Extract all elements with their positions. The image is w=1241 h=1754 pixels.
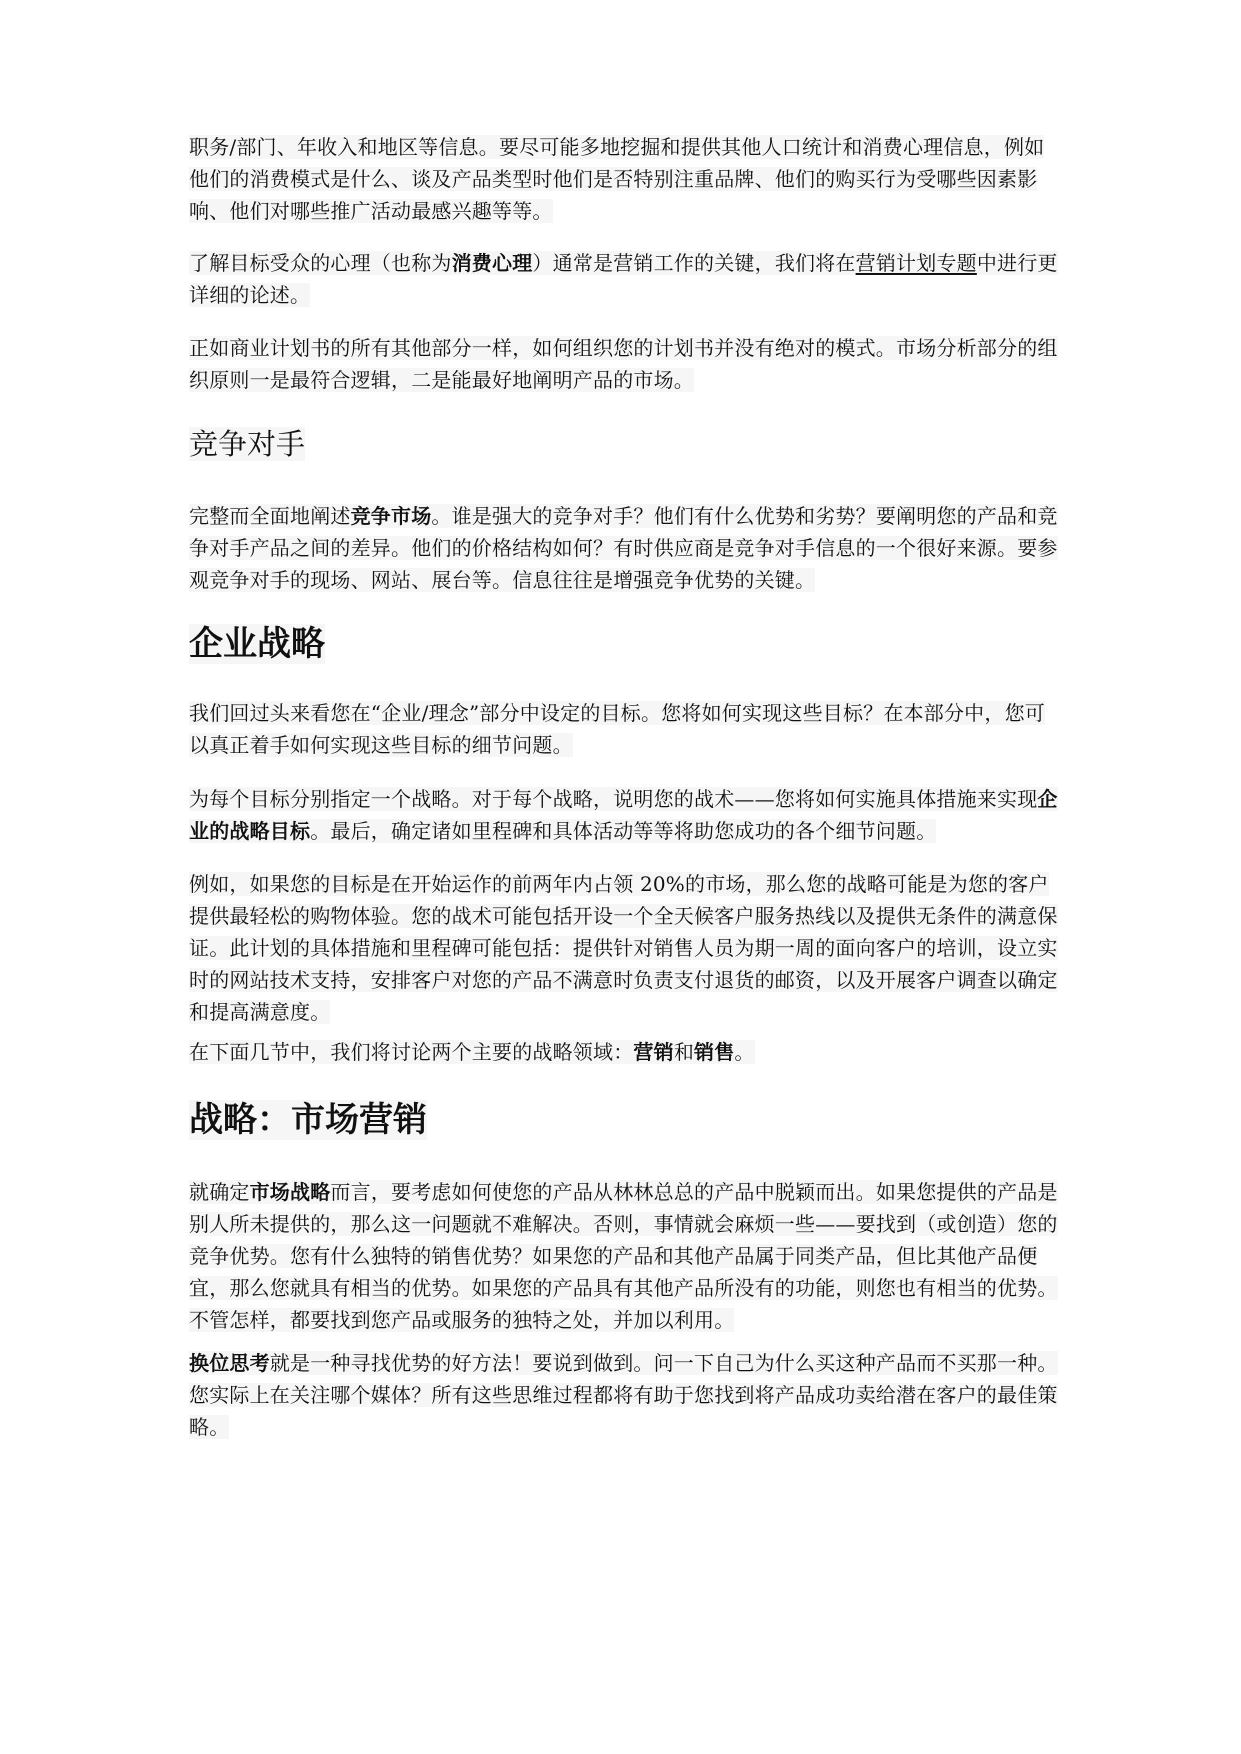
paragraph-psychographics bbox=[189, 247, 1059, 311]
bold-term: 营销 bbox=[633, 1040, 674, 1064]
bold-term: 市场战略 bbox=[249, 1180, 331, 1204]
paragraph-goals-review bbox=[189, 697, 1059, 761]
paragraph-example bbox=[189, 868, 1059, 1028]
paragraph-next-sections bbox=[189, 1036, 1059, 1068]
paragraph-text: 而言，要考虑如何使您的产品从林林总总的产品中脱颖而出。如果您提供的产品是别人所未提供的，那么这一问题就不难解决。否则，事情就会麻烦一些——要找到（或创造）您的竞争优势。您有什么独特的销售优势？如果您的产品和其他产品属于同类产品，但比其他产品便宜，那么您就具有相当的优势。如果您的产品具有其他产品所没有的功能，则您也有相当的优势。不管怎样，都要找到您产品或服务的独特之处，并加以利用。 bbox=[189, 1180, 1058, 1332]
paragraph-text: 在下面几节中，我们将讨论两个主要的战略领域： bbox=[189, 1040, 634, 1064]
paragraph-text: 。 bbox=[734, 1040, 755, 1064]
bold-term: 消费心理 bbox=[451, 251, 533, 275]
paragraph-text: ）通常是营销工作的关键，我们将在 bbox=[532, 251, 856, 275]
paragraph-market-strategy bbox=[189, 1176, 1059, 1336]
paragraph-perspective bbox=[189, 1347, 1059, 1443]
heading-marketing-strategy: 战略：市场营销 bbox=[189, 1100, 427, 1140]
paragraph-text: 中进行更详细的论述。 bbox=[189, 251, 1058, 307]
paragraph-text: 和 bbox=[673, 1040, 695, 1064]
paragraph-demographics bbox=[189, 131, 1059, 227]
bold-term: 竞争市场 bbox=[350, 504, 432, 528]
paragraph-competitors bbox=[189, 500, 1059, 596]
paragraph-text: 。最后，确定诸如里程碑和具体活动等等将助您成功的各个细节问题。 bbox=[310, 819, 937, 843]
bold-term: 换位思考 bbox=[189, 1351, 270, 1375]
paragraph-text: 。谁是强大的竞争对手？他们有什么优势和劣势？要阐明您的产品和竞争对手产品之间的差异。他们的价格结构如何？有时供应商是竞争对手信息的一个很好来源。要参观竞争对手的现场、网站、展台等。信息往往是增强竞争优势的关键。 bbox=[189, 504, 1058, 592]
paragraph-text: 为每个目标分别指定一个战略。对于每个战略，说明您的战术——您将如何实施具体措施来实现 bbox=[189, 787, 1038, 811]
paragraph-text: 例如，如果您的目标是在开始运作的前两年内占领 20%的市场，那么您的战略可能是为您的客户提供最轻松的购物体验。您的战术可能包括开设一个全天候客户服务热线以及提供无条件的满意保证。此计划的具体措施和里程碑可能包括：提供针对销售人员为期一周的面向客户的培训，设立实时的网站技术支持，安排客户对您的产品不满意时负责支付退货的邮资，以及开展客户调查以确定和提高满意度。 bbox=[189, 872, 1058, 1024]
paragraph-text: 就确定 bbox=[189, 1180, 250, 1204]
paragraph-text: 了解目标受众的心理（也称为 bbox=[189, 251, 452, 275]
heading-business-strategy: 企业战略 bbox=[189, 624, 325, 664]
paragraph-text: 我们回过头来看您在“企业/理念”部分中设定的目标。您将如何实现这些目标？在本部分中，您可以真正着手如何实现这些目标的细节问题。 bbox=[189, 701, 1045, 757]
paragraph-tactics bbox=[189, 783, 1059, 847]
paragraph-text: 正如商业计划书的所有其他部分一样，如何组织您的计划书并没有绝对的模式。市场分析部分的组织原则一是最符合逻辑，二是能最好地阐明产品的市场。 bbox=[189, 336, 1058, 392]
bold-term: 销售 bbox=[694, 1040, 735, 1064]
paragraph-text: 职务/部门、年收入和地区等信息。要尽可能多地挖掘和提供其他人口统计和消费心理信息，例如他们的消费模式是什么、谈及产品类型时他们是否特别注重品牌、他们的购买行为受哪些因素影响、他们对哪些推广活动最感兴趣等等。 bbox=[189, 135, 1045, 223]
paragraph-text: 就是一种寻找优势的好方法！要说到做到。问一下自己为什么买这种产品而不买那一种。您实际上在关注哪个媒体？所有这些思维过程都将有助于您找到将产品成功卖给潜在客户的最佳策略。 bbox=[189, 1351, 1058, 1439]
marketing-plan-link[interactable]: 营销计划专题 bbox=[855, 251, 977, 275]
paragraph-text: 完整而全面地阐述 bbox=[189, 504, 351, 528]
heading-competitors: 竞争对手 bbox=[189, 427, 306, 461]
paragraph-organization bbox=[189, 332, 1059, 396]
bold-term: 企业的战略目标 bbox=[189, 787, 1058, 843]
